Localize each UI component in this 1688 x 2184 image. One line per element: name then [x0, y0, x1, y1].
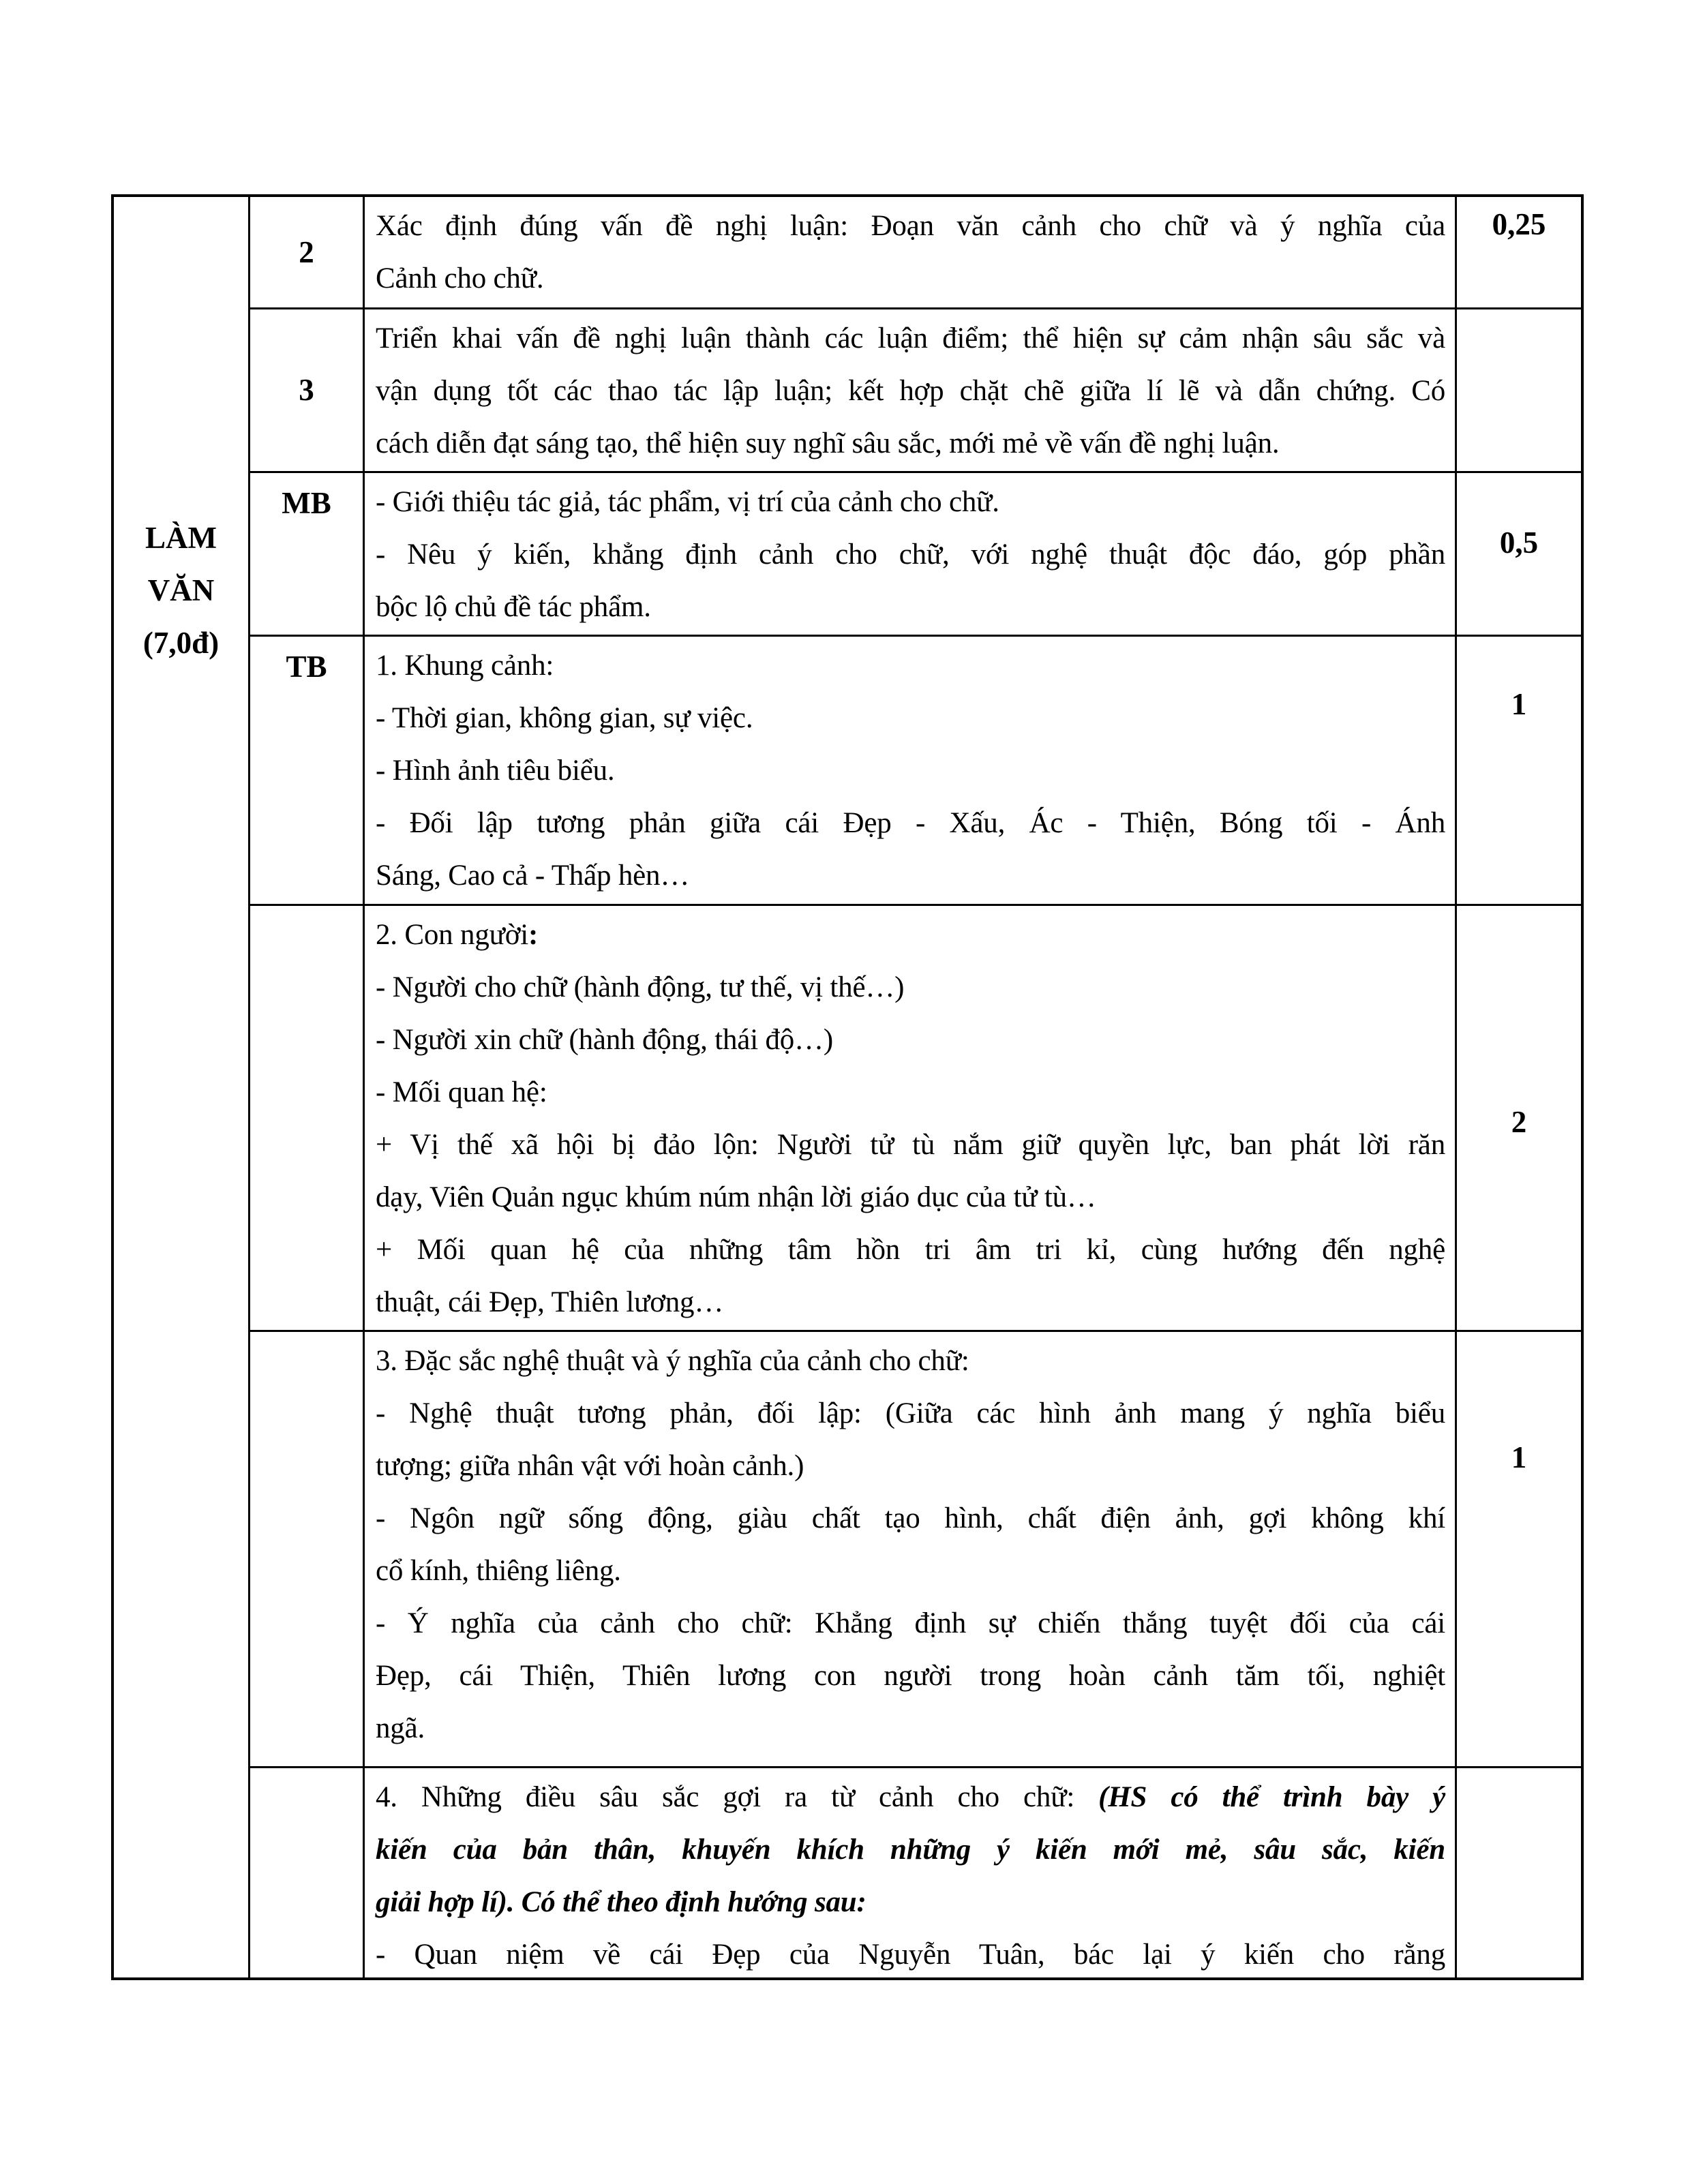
row-label-cell [248, 635, 363, 904]
text-line: 4. Những điều sâu sắc gợi ra từ cảnh cho chữ: (HS có thể trình bày ý [376, 1781, 1445, 1813]
row-label-cell [248, 307, 363, 471]
row-label: 2 [299, 234, 314, 269]
text-line: Triển khai vấn đề nghị luận thành các luận điểm; thể hiện sự cảm nhận sâu sắc và [376, 322, 1445, 354]
text-line: - Ngôn ngữ sống động, giàu chất tạo hình, chất điện ảnh, gợi không khí [376, 1502, 1445, 1534]
text-line: bộc lộ chủ đề tác phẩm. [376, 591, 651, 623]
score-cell [1455, 197, 1581, 307]
content-cell [363, 471, 1455, 635]
text-line: + Mối quan hệ của những tâm hồn tri âm tri kỉ, cùng hướng đến nghệ [376, 1234, 1445, 1266]
text-line: 3. Đặc sắc nghệ thuật và ý nghĩa của cảnh cho chữ: [376, 1345, 969, 1377]
text-line: Cảnh cho chữ. [376, 262, 544, 294]
text-line: ngã. [376, 1712, 425, 1744]
content-cell [363, 1766, 1455, 1977]
row-label-cell [248, 1330, 363, 1766]
text-line: thuật, cái Đẹp, Thiên lương… [376, 1286, 724, 1318]
row-label-cell [248, 471, 363, 635]
text-line: - Nghệ thuật tương phản, đối lập: (Giữa các hình ảnh mang ý nghĩa biểu [376, 1397, 1445, 1429]
score-cell [1455, 904, 1581, 1330]
score-cell [1455, 307, 1581, 471]
text-line: cổ kính, thiêng liêng. [376, 1555, 621, 1587]
section-title-line: LÀM [145, 521, 217, 555]
row-label: 3 [299, 373, 314, 407]
text-line: - Đối lập tương phản giữa cái Đẹp - Xấu, Ác - Thiện, Bóng tối - Ánh [376, 807, 1445, 839]
score-cell [1455, 635, 1581, 904]
text-line: Xác định đúng vấn đề nghị luận: Đoạn văn cảnh cho chữ và ý nghĩa của [376, 210, 1445, 242]
score-value: 0,5 [1499, 526, 1539, 560]
section-cell [114, 197, 248, 1977]
text-line: 1. Khung cảnh: [376, 650, 554, 682]
score-value: 0,25 [1492, 207, 1546, 241]
text-line: 2. Con người: [376, 919, 539, 951]
text-line: - Giới thiệu tác giả, tác phẩm, vị trí của cảnh cho chữ. [376, 486, 999, 518]
score-cell [1455, 471, 1581, 635]
content-cell [363, 197, 1455, 307]
content-cell [363, 307, 1455, 471]
text-line: dạy, Viên Quản ngục khúm núm nhận lời giáo dục của tử tù… [376, 1181, 1096, 1213]
score-cell [1455, 1330, 1581, 1766]
content-cell [363, 1330, 1455, 1766]
text-line: + Vị thế xã hội bị đảo lộn: Người tử tù nắm giữ quyền lực, ban phát lời răn [376, 1129, 1445, 1161]
text-line: - Mối quan hệ: [376, 1076, 547, 1108]
score-cell [1455, 1766, 1581, 1977]
text-line: - Nêu ý kiến, khẳng định cảnh cho chữ, với nghệ thuật độc đáo, góp phần [376, 539, 1445, 571]
text-line: tượng; giữa nhân vật với hoàn cảnh.) [376, 1450, 804, 1482]
section-title-line: VĂN [147, 573, 215, 607]
row-label-cell [248, 1766, 363, 1977]
content-cell [363, 635, 1455, 904]
text-line: vận dụng tốt các thao tác lập luận; kết hợp chặt chẽ giữa lí lẽ và dẫn chứng. Có [376, 375, 1445, 407]
score-value: 2 [1511, 1105, 1527, 1139]
row-label: TB [286, 650, 327, 684]
text-line: - Thời gian, không gian, sự việc. [376, 702, 753, 734]
text-line: kiến của bản thân, khuyến khích những ý kiến mới mẻ, sâu sắc, kiến [376, 1834, 1445, 1866]
text-line: - Ý nghĩa của cảnh cho chữ: Khẳng định sự chiến thắng tuyệt đối của cái [376, 1607, 1445, 1639]
text-line: - Quan niệm về cái Đẹp của Nguyễn Tuân, bác lại ý kiến cho rằng [376, 1939, 1445, 1971]
score-value: 1 [1511, 1440, 1527, 1474]
text-line: giải hợp lí). Có thể theo định hướng sau: [376, 1886, 866, 1918]
text-line: - Người cho chữ (hành động, tư thế, vị thế…) [376, 971, 905, 1003]
row-label: MB [282, 486, 331, 520]
content-cell [363, 904, 1455, 1330]
text-line: Sáng, Cao cả - Thấp hèn… [376, 860, 690, 892]
score-value: 1 [1511, 687, 1527, 721]
text-line: cách diễn đạt sáng tạo, thể hiện suy nghĩ sâu sắc, mới mẻ về vấn đề nghị luận. [376, 427, 1280, 459]
text-line: Đẹp, cái Thiện, Thiên lương con người trong hoàn cảnh tăm tối, nghiệt [376, 1660, 1445, 1692]
section-title-line: (7,0đ) [142, 626, 220, 660]
row-label-cell [248, 904, 363, 1330]
text-line: - Hình ảnh tiêu biểu. [376, 755, 615, 787]
row-label-cell [248, 197, 363, 307]
text-line: - Người xin chữ (hành động, thái độ…) [376, 1024, 834, 1056]
grading-rubric-table [111, 194, 1584, 1980]
